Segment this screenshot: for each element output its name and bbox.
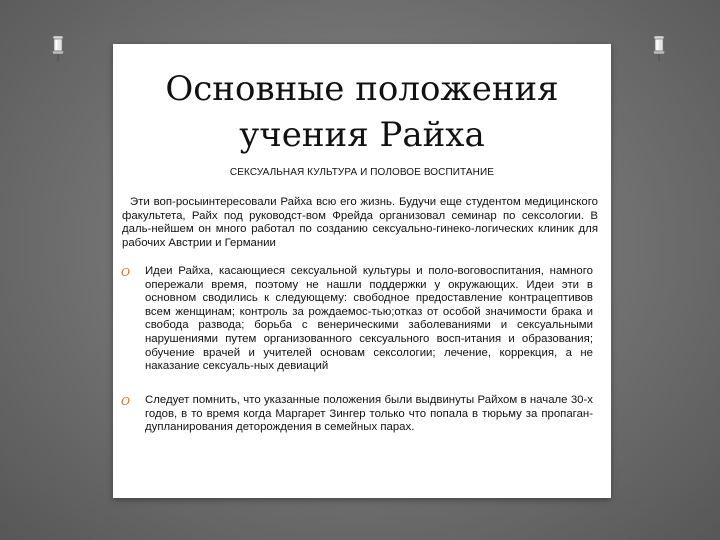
slide-title [113, 66, 611, 158]
bullet-marker-icon: O [121, 395, 131, 408]
bullet-marker-icon: O [121, 266, 131, 279]
bullet-text: Идеи Райха, касающиеся сексуальной культуры и поло-воговоспитания, намного опережали время, поэтому не нашли поддержки у окружающих. Идеи эти в основном сводились к следующему: свободное предоставление контрацептивов всем женщинам; контроль за рождаемос-тью;отказ от особой значимости брака и свобода развода; борьба с венерическими заболеваниями и сексуальными нарушениями путем организованного сексуального восп-итания и образования; обучение врачей и учителей основам сексологии; лечение, коррекция, а не наказание сексуаль-ных девиаций [145, 265, 593, 373]
intro-paragraph: Эти воп-росыинтересовали Райха всю его жизнь. Будучи еще студентом медицинского факультета, Райх под руководст-вом Фрейда организовал семинар по сексологии. В даль-нейшем он много работал по созданию сексуально-гинеко-логических клиник для рабочих Австрии и Германии [122, 196, 598, 249]
slide-title-line-2: учения Райха [239, 115, 485, 155]
slide-subtitle: СЕКСУАЛЬНАЯ КУЛЬТУРА И ПОЛОВОЕ ВОСПИТАНИЕ [229, 167, 495, 178]
pin-icon [651, 36, 667, 62]
bullet-item [121, 394, 601, 435]
bullet-text: Следует помнить, что указанные положения были выдвинуты Райхом в начале 30-х годов, в то время когда Маргарет Зингер только что попала в тюрьму за пропаган-дупланирования деторождения в семейных парах. [145, 394, 593, 434]
bullet-item [121, 265, 601, 374]
pin-icon [50, 36, 66, 62]
slide-title-line-1: Основные положения [165, 69, 559, 109]
